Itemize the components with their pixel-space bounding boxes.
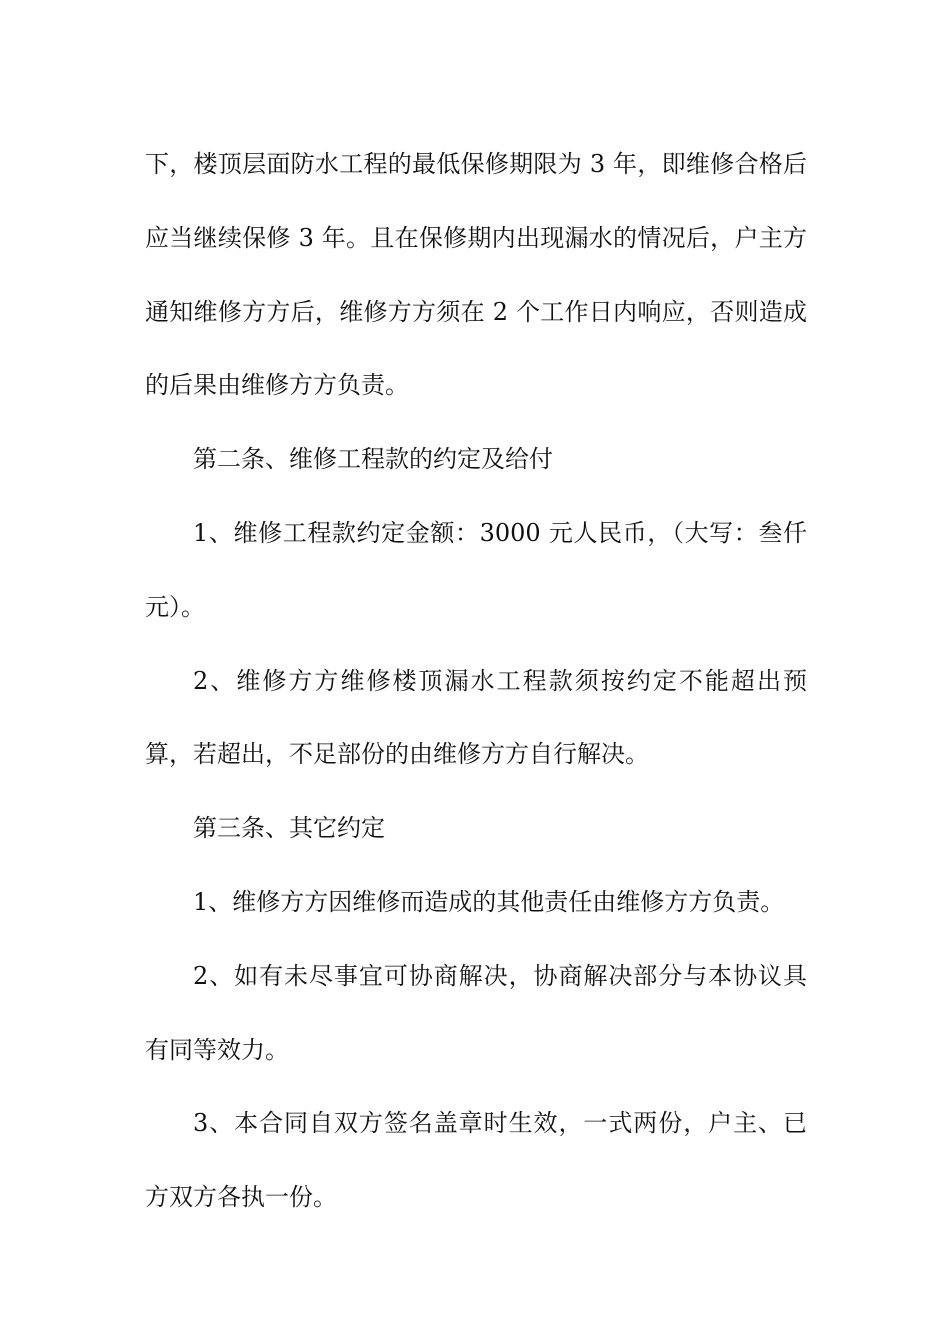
- paragraph-negotiation: 2、如有未尽事宜可协商解决，协商解决部分与本协议具有同等效力。: [145, 961, 807, 1064]
- heading-article-three: 第三条、其它约定: [193, 814, 385, 843]
- paragraph-other-liability: 1、维修方方因维修而造成的其他责任由维修方方负责。: [193, 887, 785, 916]
- paragraph-payment-amount: 1、维修工程款约定金额：3000 元人民币，（大写：叁仟元）。: [145, 518, 807, 621]
- document-body: [145, 128, 807, 1235]
- heading-article-two: 第二条、维修工程款的约定及给付: [193, 445, 553, 474]
- paragraph-budget-limit: 2、维修方方维修楼顶漏水工程款须按约定不能超出预算，若超出，不足部份的由维修方方自行解决。: [145, 666, 807, 769]
- paragraph-warranty-continued: 下，楼顶层面防水工程的最低保修期限为 3 年，即维修合格后应当继续保修 3 年。且在保修期内出现漏水的情况后，户主方通知维修方方后，维修方方须在 2 个工作日内响应，否则造成的后果由维修方方负责。: [145, 150, 807, 400]
- paragraph-effective-date: 3、本合同自双方签名盖章时生效，一式两份，户主、已方双方各执一份。: [145, 1109, 807, 1212]
